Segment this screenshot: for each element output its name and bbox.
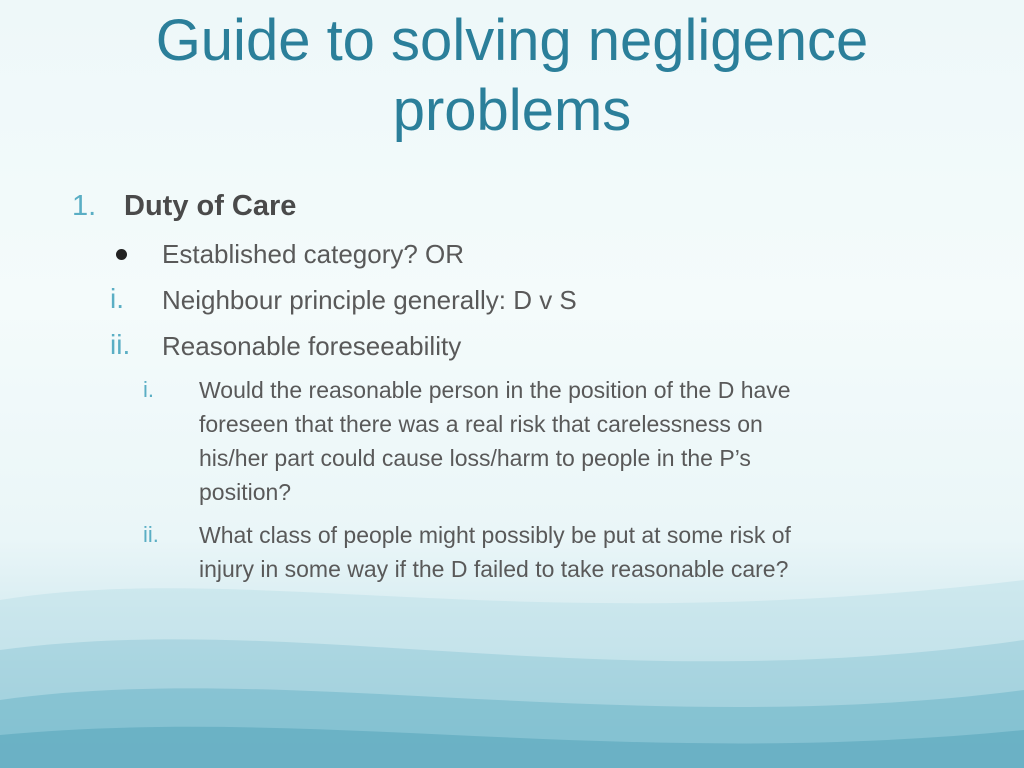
list-item-established-category xyxy=(110,239,990,273)
list-item-reasonable-foreseeability xyxy=(110,331,990,365)
text-line: What class of people might possibly be put at some risk of xyxy=(199,522,791,548)
slide-title xyxy=(0,6,1024,146)
text-reasonable-foreseeability: Reasonable foreseeability xyxy=(162,331,462,361)
text-established-category: Established category? OR xyxy=(162,239,465,269)
title-line-1: Guide to solving negligence xyxy=(155,8,869,73)
paragraph-class-of-people xyxy=(199,518,989,586)
text-line: position? xyxy=(199,479,292,505)
text-line: Would the reasonable person in the position of the D have xyxy=(199,377,791,403)
roman-marker: i. xyxy=(110,283,124,314)
list-item-class-of-people xyxy=(143,518,1003,590)
list-item-duty-of-care xyxy=(72,190,952,226)
numbered-marker: 1. xyxy=(72,190,97,222)
list-item-neighbour-principle xyxy=(110,285,990,319)
title-line-2: problems xyxy=(392,78,632,143)
text-line: foreseen that there was a real risk that carelessness on xyxy=(199,411,763,437)
text-neighbour-principle: Neighbour principle generally: D v S xyxy=(162,285,577,315)
bullet-icon xyxy=(116,249,127,260)
sub-roman-marker: i. xyxy=(143,377,154,402)
text-line: injury in some way if the D failed to take reasonable care? xyxy=(199,556,789,582)
sub-roman-marker: ii. xyxy=(143,522,159,547)
paragraph-reasonable-person xyxy=(199,373,989,509)
heading-duty-of-care: Duty of Care xyxy=(124,190,297,222)
list-item-reasonable-person xyxy=(143,373,1003,513)
text-line: his/her part could cause loss/harm to people in the P’s xyxy=(199,445,751,471)
roman-marker: ii. xyxy=(110,329,131,360)
